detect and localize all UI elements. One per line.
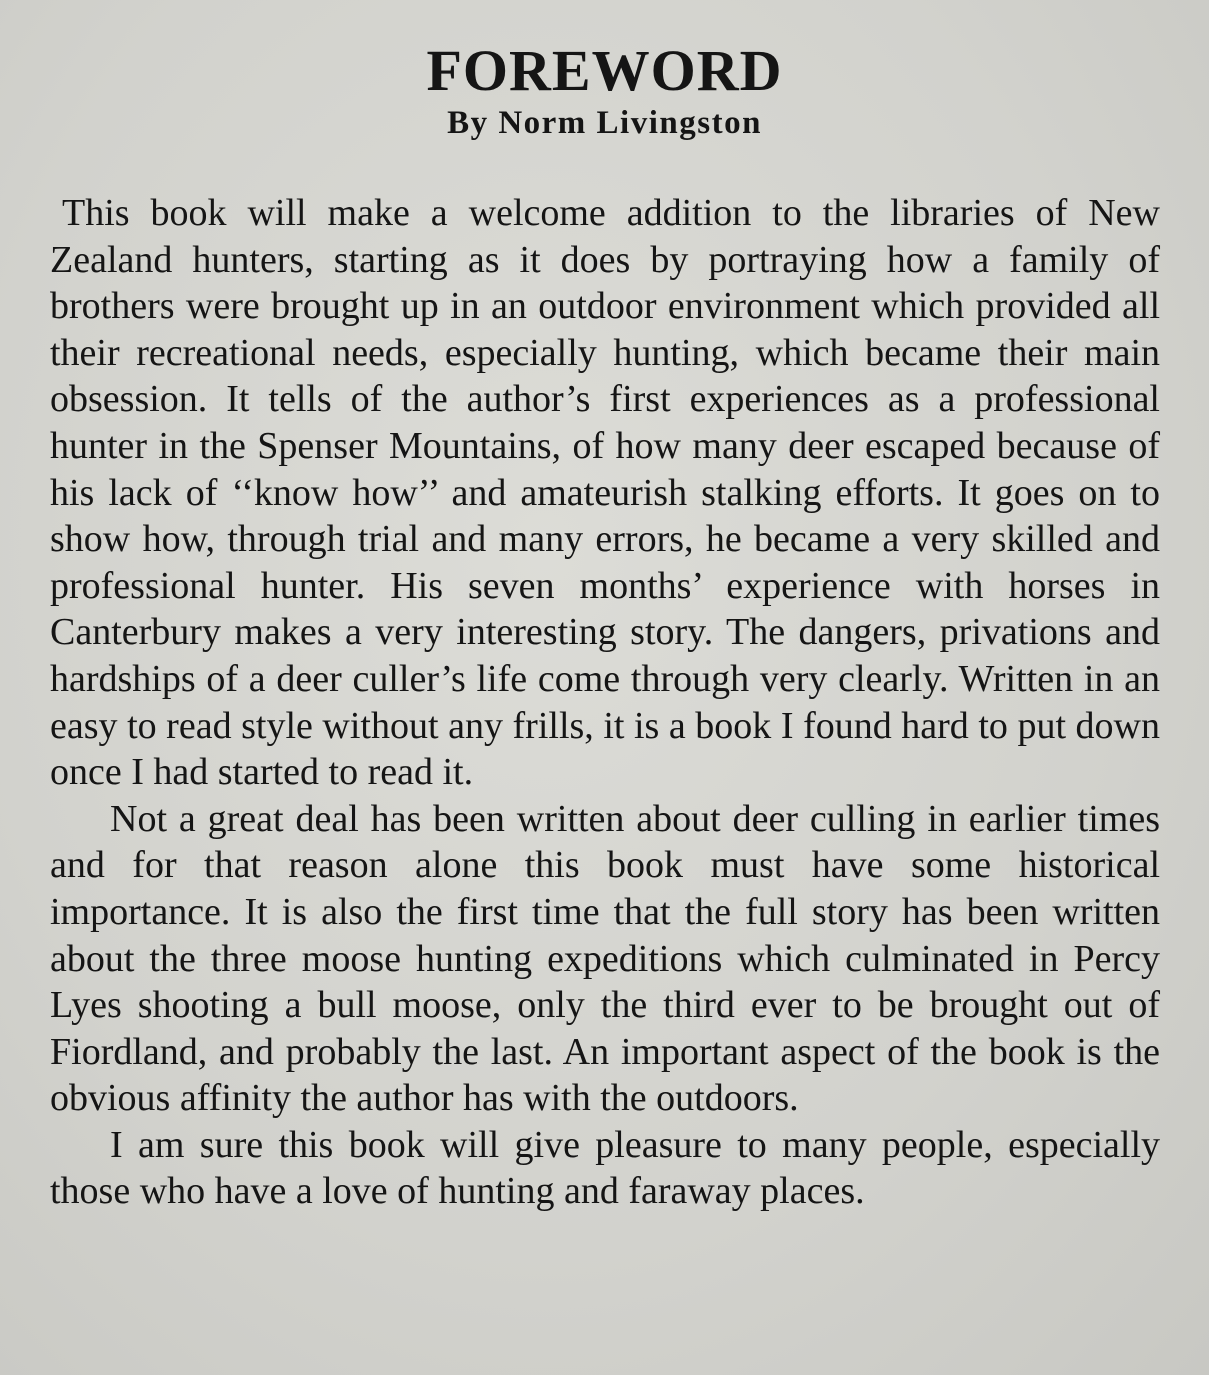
heading-block: [0, 38, 1209, 142]
page-title: FOREWORD: [426, 38, 783, 103]
paragraph-2: Not a great deal has been written about deer culling in earlier times and for that reason alone this book must have some historical importance. It is also the first time that the full story has been written about the three moose hunting expeditions which culminated in Percy Lyes shooting a bull moose, only the third ever to be brought out of Fiordland, and probably the last. An important aspect of the book is the obvious affinity the author has with the outdoors.: [50, 797, 1160, 1120]
paragraph-3: I am sure this book will give pleasure to many people, especially those who have a love of hunting and faraway places.: [50, 1123, 1160, 1213]
paragraph-1: This book will make a welcome addition to the libraries of New Zealand hunters, starting as it does by portraying how a family of brothers were brought up in an outdoor environment which provided all their recreational needs, especially hunting, which became their main obsession. It tells of the author’s first experiences as a professional hunter in the Spenser Mountains, of how many deer escaped because of his lack of ‘‘know how’’ and amateurish stalking efforts. It goes on to show how, through trial and many errors, he became a very skilled and professional hunter. His seven months’ experience with horses in Canterbury makes a very interesting story. The dangers, privations and hardships of a deer culler’s life come through very clearly. Written in an easy to read style without any frills, it is a book I found hard to put down once I had started to read it.: [50, 192, 1160, 794]
foreword-body: [50, 190, 1160, 1215]
byline: By Norm Livingston: [447, 105, 762, 141]
